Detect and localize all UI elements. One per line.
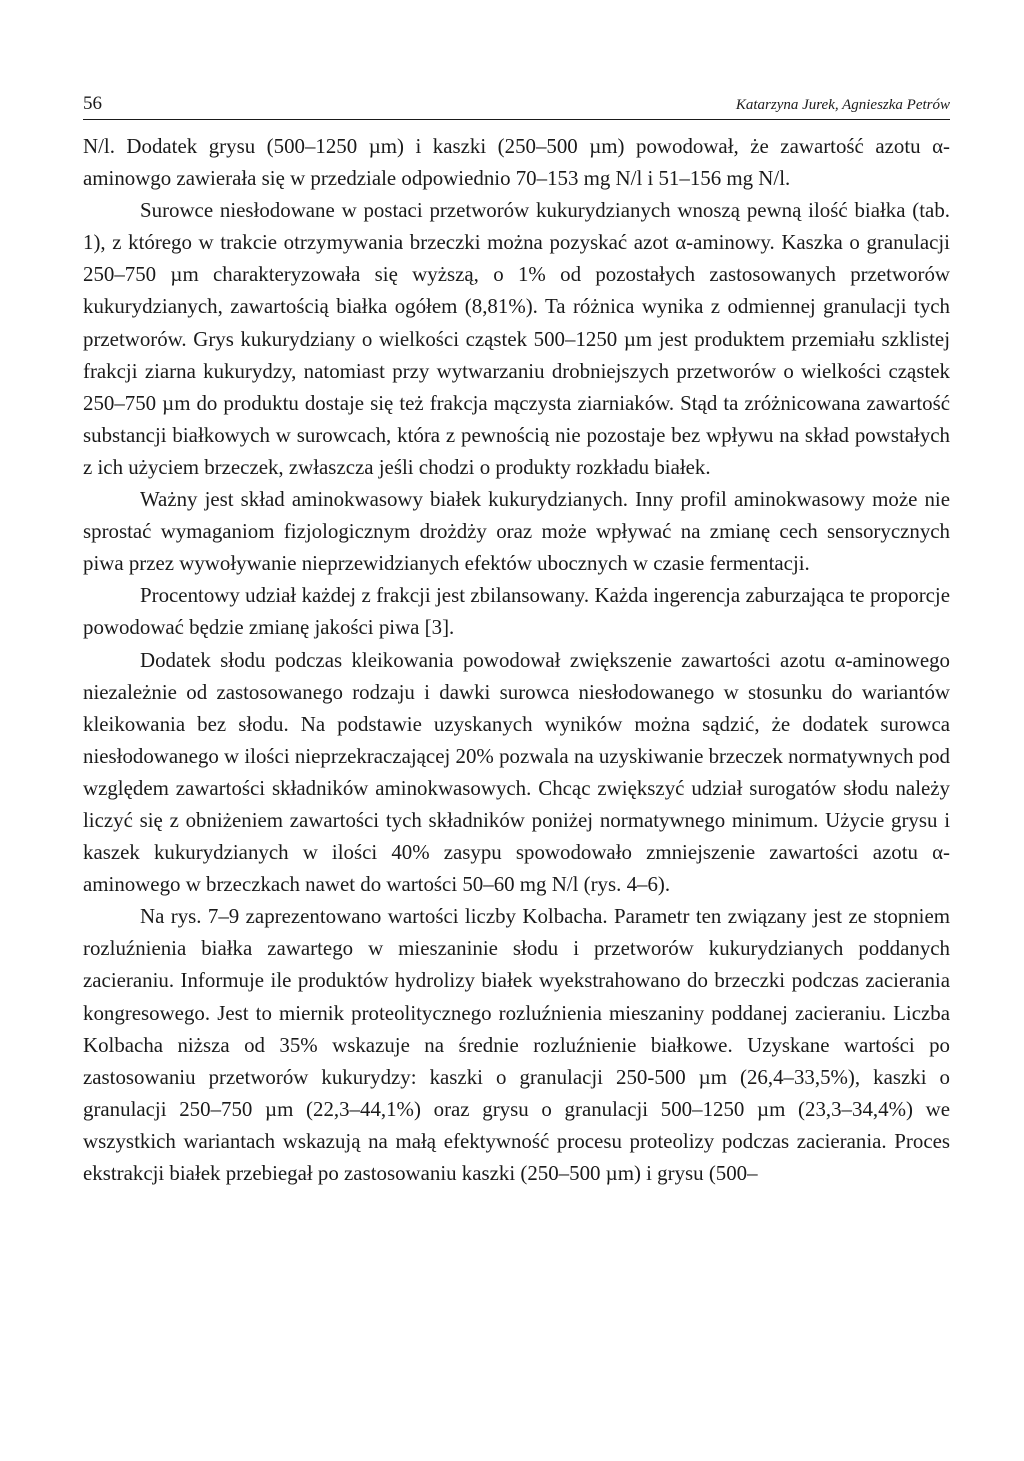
- paragraph: Surowce niesłodowane w postaci przetworów kukurydzianych wnoszą pewną ilość białka (tab. 1), z którego w trakcie otrzymywania brzeczki można pozyskać azot α-aminowy. Kaszka o granulacji 250–750 µm charakteryzowała się wyższą, o 1% od pozostałych zastosowanych przetworów kukurydzianych, zawartością białka ogółem (8,81%). Ta różnica wynika z odmiennej granulacji tych przetworów. Grys kukurydziany o wielkości cząstek 500–1250 µm jest produktem przemiału szklistej frakcji ziarna kukurydzy, natomiast przy wytwarzaniu drobniejszych przetworów o wielkości cząstek 250–750 µm do produktu dostaje się też frakcja mączysta ziarniaków. Stąd ta zróżnicowana zawartość substancji białkowych w surowcach, która z pewnością nie pozostaje bez wpływu na skład powstałych z ich użyciem brzeczek, zwłaszcza jeśli chodzi o produkty rozkładu białek.: [83, 198, 950, 479]
- document-page: [83, 86, 950, 1446]
- paragraph: Ważny jest skład aminokwasowy białek kukurydzianych. Inny profil aminokwasowy może nie sprostać wymaganiom fizjologicznym drożdży oraz może wpływać na zmianę cech sensorycznych piwa przez wywoływanie nieprzewidzianych efektów ubocznych w czasie fermentacji.: [83, 487, 950, 576]
- paragraph: Na rys. 7–9 zaprezentowano wartości liczby Kolbacha. Parametr ten związany jest ze stopniem rozluźnienia białka zawartego w mieszaninie słodu i przetworów kukurydzianych poddanych zacieraniu. Informuje ile produktów hydrolizy białek wyekstrahowano do brzeczki podczas zacierania kongresowego. Jest to miernik proteolitycznego rozluźnienia mieszaniny poddanej zacieraniu. Liczba Kolbacha niższa od 35% wskazuje na średnie rozluźnienie białkowe. Uzyskane wartości po zastosowaniu przetworów kukurydzy: kaszki o granulacji 250-500 µm (26,4–33,5%), kaszki o granulacji 250–750 µm (22,3–44,1%) oraz grysu o granulacji 500–1250 µm (23,3–34,4%) we wszystkich wariantach wskazują na małą efektywność procesu proteolizy podczas zacierania. Proces ekstrakcji białek przebiegał po zastosowaniu kaszki (250–500 µm) i grysu (500–: [83, 904, 950, 1185]
- paragraph: N/l. Dodatek grysu (500–1250 µm) i kaszki (250–500 µm) powodował, że zawartość azotu α-aminowgo zawierała się w przedziale odpowiednio 70–153 mg N/l i 51–156 mg N/l.: [83, 134, 950, 191]
- page-header: [83, 86, 950, 120]
- paragraph: Dodatek słodu podczas kleikowania powodował zwiększenie zawartości azotu α-aminowego niezależnie od zastosowanego rodzaju i dawki surowca niesłodowanego w stosunku do wariantów kleikowania bez słodu. Na podstawie uzyskanych wyników można sądzić, że dodatek surowca niesłodowanego w ilości nieprzekraczającej 20% pozwala na uzyskiwanie brzeczek normatywnych pod względem zawartości składników aminokwasowych. Chcąc zwiększyć udział surogatów słodu należy liczyć się z obniżeniem zawartości tych składników poniżej normatywnego minimum. Użycie grysu i kaszek kukurydzianych w ilości 40% zasypu spowodowało zmniejszenie zawartości azotu α-aminowego w brzeczkach nawet do wartości 50–60 mg N/l (rys. 4–6).: [83, 647, 950, 897]
- page-number: 56: [83, 93, 102, 114]
- running-head-authors: Katarzyna Jurek, Agnieszka Petrów: [735, 97, 950, 113]
- body-text: [83, 130, 950, 1189]
- paragraph: Procentowy udział każdej z frakcji jest zbilansowany. Każda ingerencja zaburzająca te proporcje powodować będzie zmianę jakości piwa [3].: [83, 583, 950, 640]
